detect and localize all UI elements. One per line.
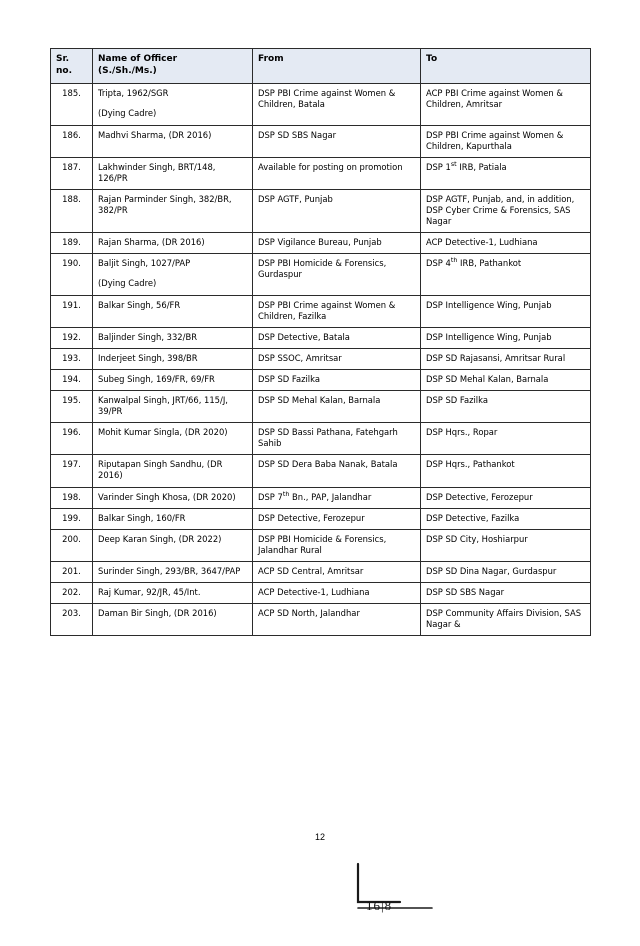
table-row xyxy=(51,390,591,422)
officer-name-text: Varinder Singh Khosa, (DR 2020) xyxy=(98,491,236,502)
officer-name-text: Riputapan Singh Sandhu, (DR 2016) xyxy=(98,459,223,481)
officer-name-text: Inderjeet Singh, 398/BR xyxy=(98,352,198,363)
officer-name-subtext: (Dying Cadre) xyxy=(98,108,157,119)
officer-name-text: Daman Bir Singh, (DR 2016) xyxy=(98,608,217,619)
cell-officer-name xyxy=(93,508,253,529)
cell-to-posting: DSP SD City, Hoshiarpur xyxy=(421,529,591,561)
cell-from-posting: DSP PBI Crime against Women & Children, Fazilka xyxy=(253,295,421,327)
table-row xyxy=(51,369,591,390)
cell-officer-name xyxy=(93,233,253,254)
table-row xyxy=(51,561,591,582)
cell-sr-no: 197. xyxy=(51,455,93,487)
officer-name-text: Lakhwinder Singh, BRT/148, 126/PR xyxy=(98,161,216,183)
signature-date-annotation: 16|8 xyxy=(366,898,393,913)
cell-from-posting: DSP SD Fazilka xyxy=(253,369,421,390)
table-row xyxy=(51,508,591,529)
officer-name-text: Surinder Singh, 293/BR, 3647/PAP xyxy=(98,565,241,576)
cell-from-posting: DSP SD Bassi Pathana, Fatehgarh Sahib xyxy=(253,423,421,455)
cell-from-posting: DSP PBI Crime against Women & Children, Batala xyxy=(253,84,421,125)
cell-sr-no: 202. xyxy=(51,583,93,604)
table-row xyxy=(51,455,591,487)
cell-officer-name xyxy=(93,604,253,636)
cell-sr-no: 203. xyxy=(51,604,93,636)
cell-sr-no: 188. xyxy=(51,189,93,232)
cell-sr-no: 191. xyxy=(51,295,93,327)
officer-name-text: Deep Karan Singh, (DR 2022) xyxy=(98,533,222,544)
cell-to-posting: ACP PBI Crime against Women & Children, Amritsar xyxy=(421,84,591,125)
handwritten-signature-mark xyxy=(340,862,520,932)
cell-officer-name xyxy=(93,295,253,327)
column-header-name xyxy=(93,49,253,84)
officer-name-subtext: (Dying Cadre) xyxy=(98,278,157,289)
column-header-to: To xyxy=(421,49,591,84)
cell-to-posting: DSP Community Affairs Division, SAS Nagar & xyxy=(421,604,591,636)
cell-to-posting: DSP Hqrs., Ropar xyxy=(421,423,591,455)
officer-name-text: Rajan Sharma, (DR 2016) xyxy=(98,237,205,248)
cell-officer-name xyxy=(93,423,253,455)
table-row xyxy=(51,327,591,348)
cell-from-posting: ACP SD North, Jalandhar xyxy=(253,604,421,636)
cell-to-posting: DSP 4th IRB, Pathankot xyxy=(421,254,591,295)
cell-to-posting: DSP SD Rajasansi, Amritsar Rural xyxy=(421,348,591,369)
table-row xyxy=(51,157,591,189)
cell-to-posting: DSP PBI Crime against Women & Children, Kapurthala xyxy=(421,125,591,157)
column-header-sr-line2: no. xyxy=(56,65,73,76)
table-row xyxy=(51,84,591,125)
cell-from-posting: DSP Detective, Batala xyxy=(253,327,421,348)
cell-sr-no: 192. xyxy=(51,327,93,348)
cell-from-posting: DSP AGTF, Punjab xyxy=(253,189,421,232)
cell-to-posting: DSP SD Mehal Kalan, Barnala xyxy=(421,369,591,390)
cell-officer-name xyxy=(93,254,253,295)
column-header-sr-no xyxy=(51,49,93,84)
cell-from-posting: DSP PBI Homicide & Forensics, Gurdaspur xyxy=(253,254,421,295)
cell-officer-name xyxy=(93,369,253,390)
table-row xyxy=(51,604,591,636)
cell-from-posting: ACP SD Central, Amritsar xyxy=(253,561,421,582)
officer-name-text: Kanwalpal Singh, JRT/66, 115/J, 39/PR xyxy=(98,394,228,417)
cell-sr-no: 190. xyxy=(51,254,93,295)
cell-from-posting: DSP Detective, Ferozepur xyxy=(253,508,421,529)
cell-officer-name xyxy=(93,487,253,508)
cell-to-posting: DSP AGTF, Punjab, and, in addition, DSP Cyber Crime & Forensics, SAS Nagar xyxy=(421,189,591,232)
officer-name-text: Balkar Singh, 56/FR xyxy=(98,299,181,310)
column-header-name-line1: Name of Officer xyxy=(98,54,178,64)
cell-sr-no: 193. xyxy=(51,348,93,369)
column-header-name-line2: (S./Sh./Ms.) xyxy=(98,65,157,76)
table-row xyxy=(51,189,591,232)
cell-officer-name xyxy=(93,327,253,348)
cell-to-posting: DSP SD SBS Nagar xyxy=(421,583,591,604)
officer-name-text: Baljinder Singh, 332/BR xyxy=(98,331,198,342)
cell-to-posting: DSP SD Fazilka xyxy=(421,390,591,422)
officer-name-text: Tripta, 1962/SGR xyxy=(98,88,169,99)
cell-officer-name xyxy=(93,84,253,125)
officers-table-container xyxy=(50,48,590,636)
cell-from-posting: DSP Vigilance Bureau, Punjab xyxy=(253,233,421,254)
cell-sr-no: 194. xyxy=(51,369,93,390)
cell-sr-no: 200. xyxy=(51,529,93,561)
officer-name-text: Madhvi Sharma, (DR 2016) xyxy=(98,129,212,140)
table-body xyxy=(51,84,591,636)
cell-sr-no: 189. xyxy=(51,233,93,254)
cell-from-posting: DSP 7th Bn., PAP, Jalandhar xyxy=(253,487,421,508)
table-row xyxy=(51,295,591,327)
officer-name-text: Balkar Singh, 160/FR xyxy=(98,512,186,523)
cell-to-posting: DSP Detective, Fazilka xyxy=(421,508,591,529)
cell-officer-name xyxy=(93,189,253,232)
cell-from-posting: DSP SSOC, Amritsar xyxy=(253,348,421,369)
cell-from-posting: Available for posting on promotion xyxy=(253,157,421,189)
table-row xyxy=(51,348,591,369)
cell-officer-name xyxy=(93,561,253,582)
cell-to-posting: DSP Detective, Ferozepur xyxy=(421,487,591,508)
cell-to-posting: DSP Intelligence Wing, Punjab xyxy=(421,327,591,348)
cell-sr-no: 187. xyxy=(51,157,93,189)
cell-officer-name xyxy=(93,348,253,369)
cell-from-posting: DSP SD Dera Baba Nanak, Batala xyxy=(253,455,421,487)
officer-name-text: Mohit Kumar Singla, (DR 2020) xyxy=(98,427,228,438)
table-header-row xyxy=(51,49,591,84)
officer-name-text: Rajan Parminder Singh, 382/BR, 382/PR xyxy=(98,193,232,216)
cell-sr-no: 198. xyxy=(51,487,93,508)
officer-name-text: Baljit Singh, 1027/PAP xyxy=(98,258,191,269)
column-header-sr-line1: Sr. xyxy=(56,54,70,64)
cell-officer-name xyxy=(93,529,253,561)
table-row xyxy=(51,423,591,455)
table-row xyxy=(51,529,591,561)
table-row xyxy=(51,583,591,604)
officers-table xyxy=(50,48,591,636)
table-header xyxy=(51,49,591,84)
cell-officer-name xyxy=(93,455,253,487)
cell-sr-no: 185. xyxy=(51,84,93,125)
cell-from-posting: DSP SD SBS Nagar xyxy=(253,125,421,157)
table-row xyxy=(51,254,591,295)
cell-sr-no: 196. xyxy=(51,423,93,455)
page-number: 12 xyxy=(314,832,325,842)
cell-officer-name xyxy=(93,390,253,422)
cell-sr-no: 201. xyxy=(51,561,93,582)
cell-from-posting: DSP PBI Homicide & Forensics, Jalandhar Rural xyxy=(253,529,421,561)
cell-sr-no: 186. xyxy=(51,125,93,157)
table-row xyxy=(51,125,591,157)
table-row xyxy=(51,487,591,508)
cell-from-posting: DSP SD Mehal Kalan, Barnala xyxy=(253,390,421,422)
officer-name-text: Raj Kumar, 92/JR, 45/Int. xyxy=(98,587,201,597)
cell-to-posting: DSP SD Dina Nagar, Gurdaspur xyxy=(421,561,591,582)
cell-to-posting: DSP 1st IRB, Patiala xyxy=(421,157,591,189)
cell-to-posting: ACP Detective-1, Ludhiana xyxy=(421,233,591,254)
cell-sr-no: 199. xyxy=(51,508,93,529)
cell-officer-name xyxy=(93,157,253,189)
column-header-from: From xyxy=(253,49,421,84)
cell-to-posting: DSP Intelligence Wing, Punjab xyxy=(421,295,591,327)
cell-officer-name xyxy=(93,125,253,157)
cell-officer-name xyxy=(93,583,253,604)
cell-to-posting: DSP Hqrs., Pathankot xyxy=(421,455,591,487)
cell-from-posting: ACP Detective-1, Ludhiana xyxy=(253,583,421,604)
cell-sr-no: 195. xyxy=(51,390,93,422)
table-row xyxy=(51,233,591,254)
officer-name-text: Subeg Singh, 169/FR, 69/FR xyxy=(98,373,215,384)
